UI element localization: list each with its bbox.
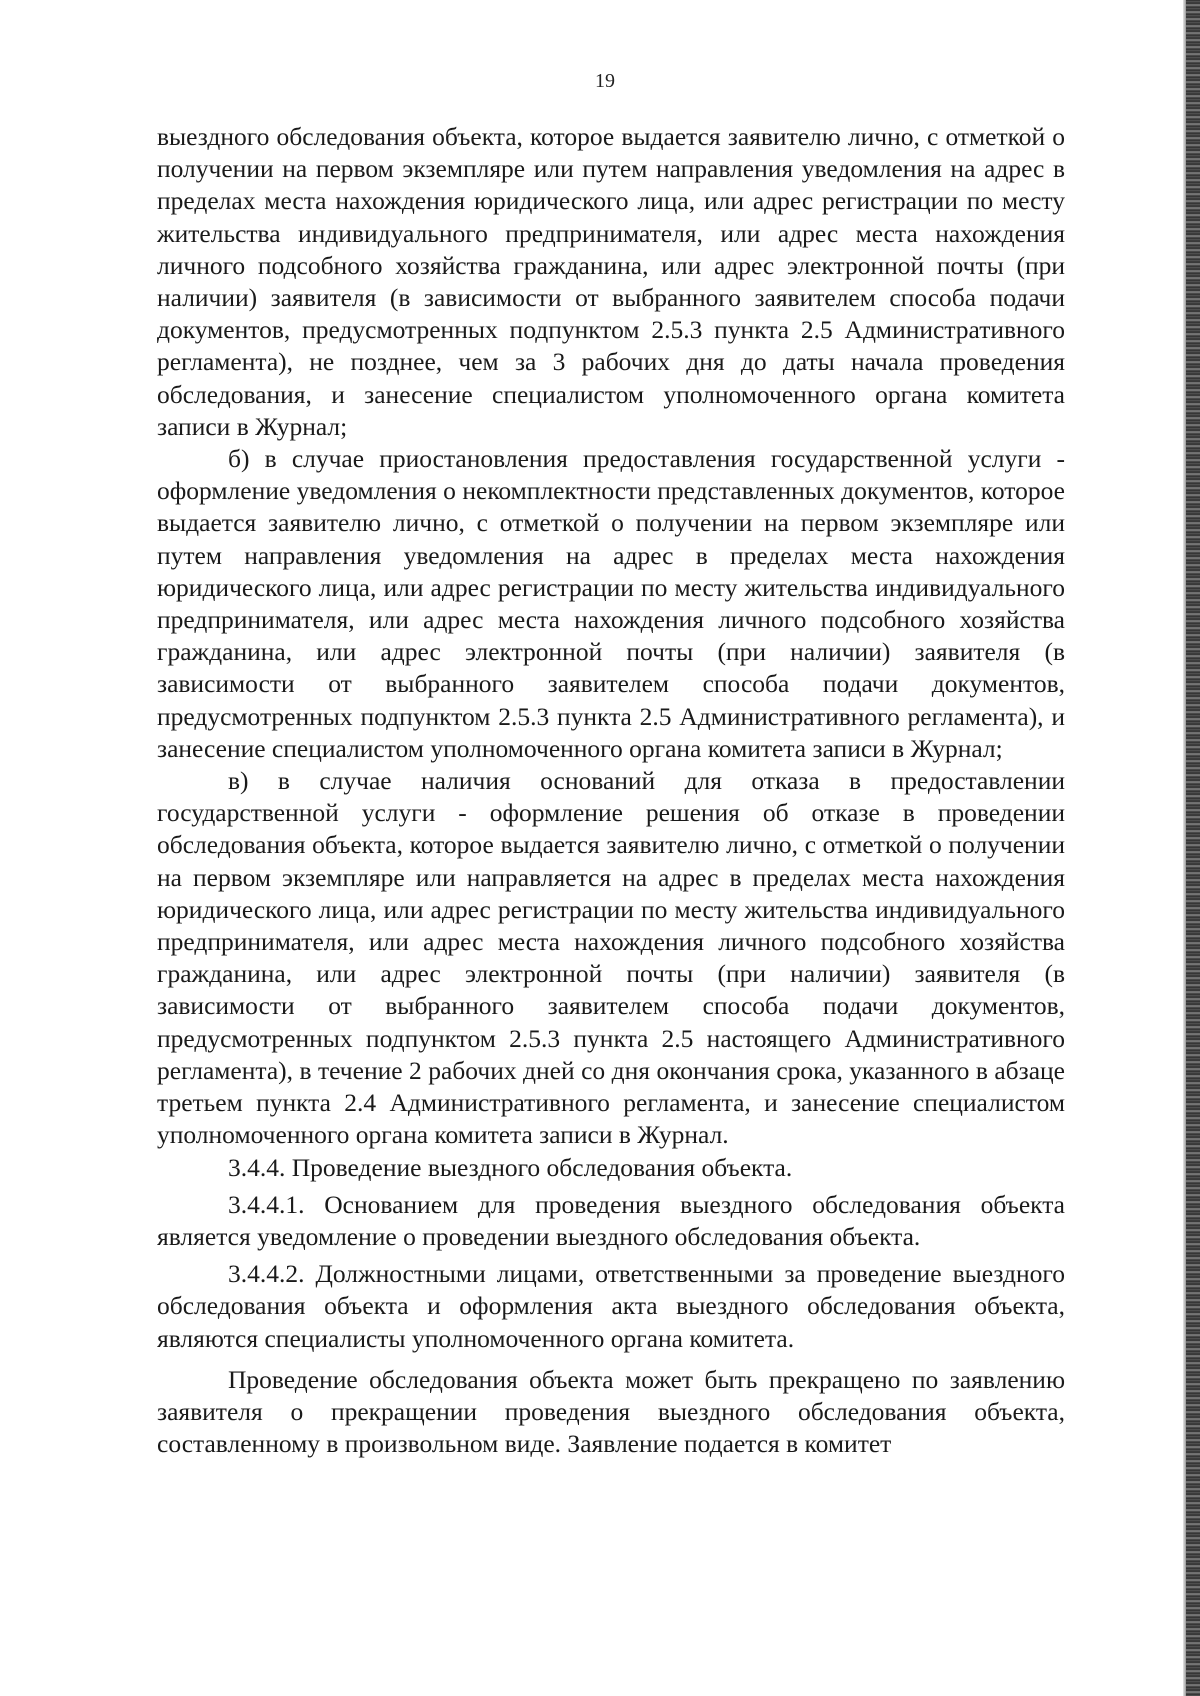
paragraph-item-b: б) в случае приостановления предоставления государственной услуги - оформление уведомления о некомплектности представленных документов, которое выдается заявителю лично, с отметкой о получении на первом экземпляре или путем направления уведомления на адрес в пределах места нахождения юридического лица, или адрес регистрации по месту жительства индивидуального предпринимателя, или адрес места нахождения личного подсобного хозяйства гражданина, или адрес электронной почты (при наличии) заявителя (в зависимости от выбранного заявителем способа подачи документов, предусмотренных подпунктом 2.5.3 пункта 2.5 Административного регламента), и занесение специалистом уполномоченного органа комитета записи в Журнал; [157,444,1065,763]
document-body [157,121,1065,1460]
scan-edge [1186,0,1200,1696]
paragraph-3-4-4-1: 3.4.4.1. Основанием для проведения выездного обследования объекта является уведомление о проведении выездного обследования объекта. [157,1189,1065,1251]
paragraph-termination: Проведение обследования объекта может быть прекращено по заявлению заявителя о прекращении проведения выездного обследования объекта, составленному в произвольном виде. Заявление подается в комитет [157,1364,1065,1459]
section-heading-3-4-4: 3.4.4. Проведение выездного обследования объекта. [228,1152,793,1182]
paragraph-continuation: выездного обследования объекта, которое выдается заявителю лично, с отметкой о получении на первом экземпляре или путем направления уведомления на адрес в пределах места нахождения юридического лица, или адрес регистрации по месту жительства индивидуального предпринимателя, или адрес места нахождения личного подсобного хозяйства гражданина, или адрес электронной почты (при наличии) заявителя (в зависимости от выбранного заявителем способа подачи документов, предусмотренных подпунктом 2.5.3 пункта 2.5 Административного регламента), не позднее, чем за 3 рабочих дня до даты начала проведения обследования, и занесение специалистом уполномоченного органа комитета записи в Журнал; [157,122,1065,441]
paragraph-item-v: в) в случае наличия оснований для отказа в предоставлении государственной услуги - оформление решения об отказе в проведении обследования объекта, которое выдается заявителю лично, с отметкой о получении на первом экземпляре или направляется на адрес в пределах места нахождения юридического лица, или адрес регистрации по месту жительства индивидуального предпринимателя, или адрес места нахождения личного подсобного хозяйства гражданина, или адрес электронной почты (при наличии) заявителя (в зависимости от выбранного заявителем способа подачи документов, предусмотренных подпунктом 2.5.3 пункта 2.5 настоящего Административного регламента), в течение 2 рабочих дней со дня окончания срока, указанного в абзаце третьем пункта 2.4 Административного регламента, и занесение специалистом уполномоченного органа комитета записи в Журнал. [157,766,1065,1150]
page-number: 19 [595,70,615,92]
paragraph-3-4-4-2: 3.4.4.2. Должностными лицами, ответственными за проведение выездного обследования объекта и оформления акта выездного обследования объекта, являются специалисты уполномоченного органа комитета. [157,1259,1065,1353]
